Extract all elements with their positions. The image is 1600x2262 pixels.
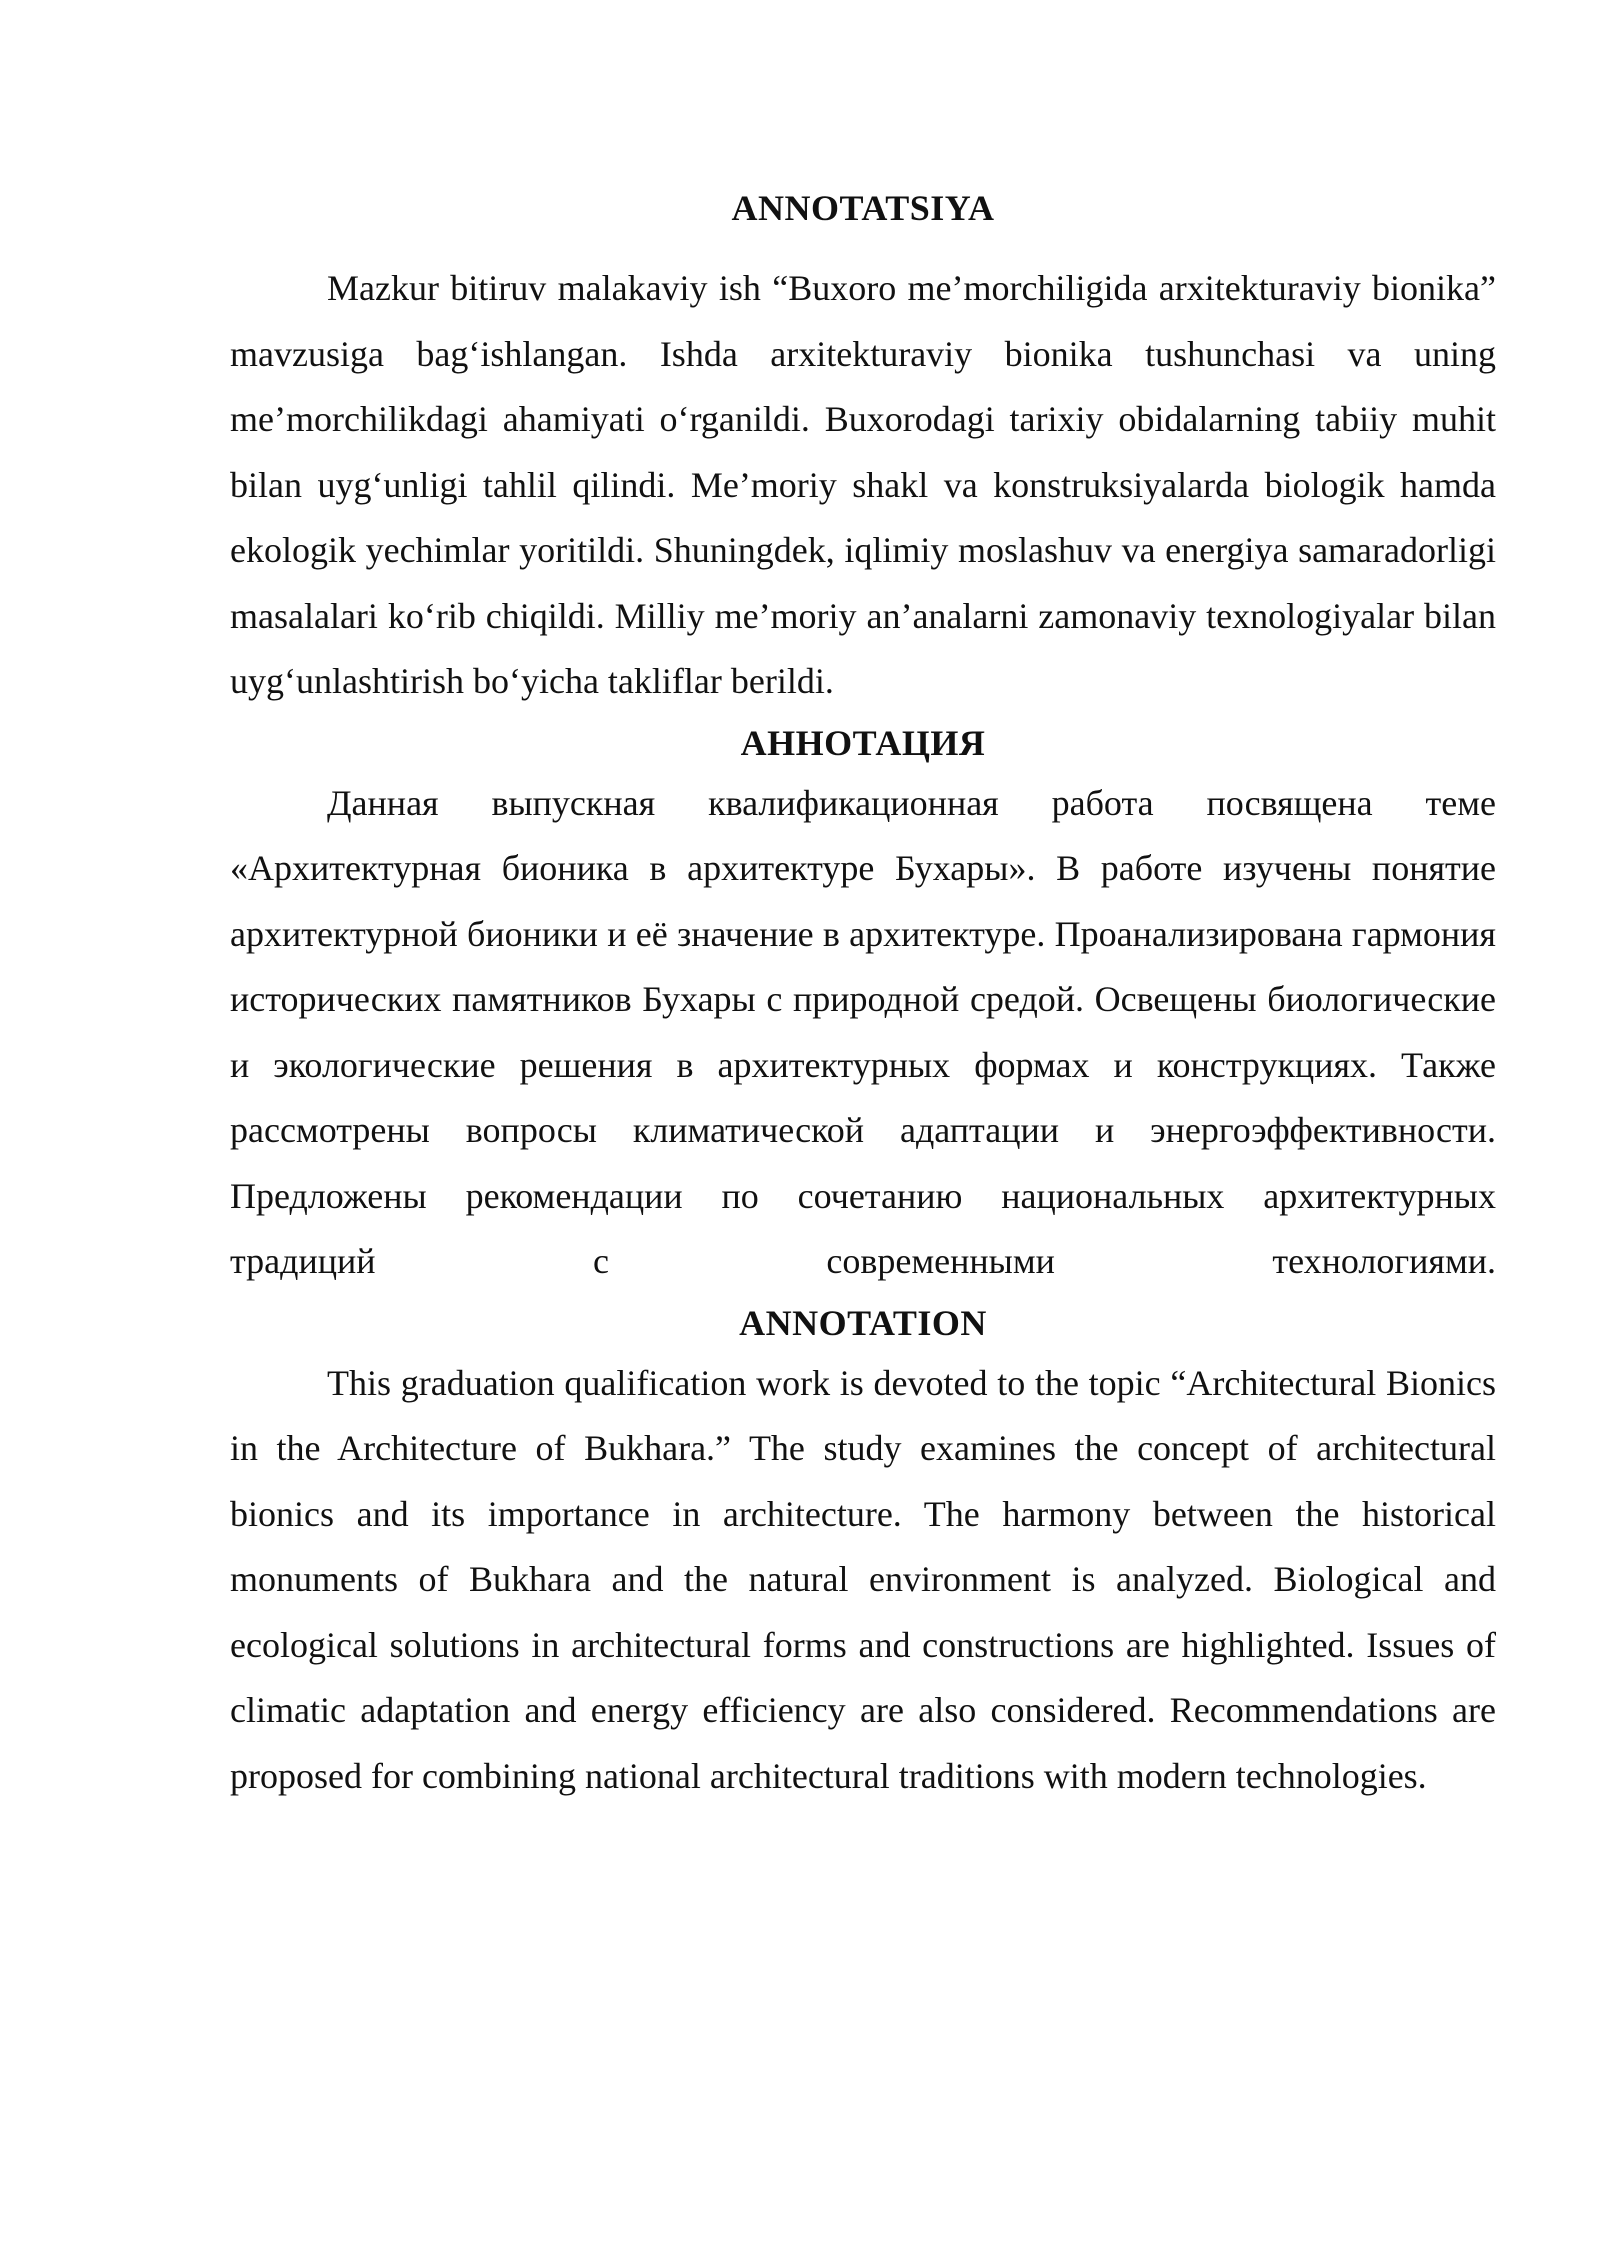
heading-annotation: ANNOTATION — [739, 1302, 987, 1343]
heading-annotatsiya: ANNOTATSIYA — [731, 188, 995, 228]
section-english-annotation — [230, 1295, 1496, 1810]
heading-annotatsiya-ru: АННОТАЦИЯ — [740, 722, 986, 763]
document-page — [230, 180, 1496, 1809]
section-uzbek-annotation — [230, 180, 1496, 715]
section-russian-annotation — [230, 715, 1496, 1295]
paragraph-russian: Данная выпускная квалификационная работа посвящена теме «Архитектурная бионика в архитектуре Бухары». В работе изучены понятие архитектурной бионики и её значение в архитектуре. Проанализирована гармония исторических памятников Бухары с природной средой. Освещены биологические и экологические решения в архитектурных формах и конструкциях. Также рассмотрены вопросы климатической адаптации и энергоэффективности. Предложены рекомендации по сочетанию национальных архитектурных традиций с современными технологиями. — [230, 782, 1496, 1281]
paragraph-uzbek: Mazkur bitiruv malakaviy ish “Buxoro me’morchiligida arxitekturaviy bionika” mavzusiga bag‘ishlangan. Ishda arxitekturaviy bionika tushunchasi va uning me’morchilikdagi ahamiyati o‘rganildi. Buxorodagi tarixiy obidalarning tabiiy muhit bilan uyg‘unligi tahlil qilindi. Me’moriy shakl va konstruksiyalarda biologik hamda ekologik yechimlar yoritildi. Shuningdek, iqlimiy moslashuv va energiya samaradorligi masalalari ko‘rib chiqildi. Milliy me’moriy an’analarni zamonaviy texnologiyalar bilan uyg‘unlashtirish bo‘yicha takliflar berildi. — [230, 268, 1496, 701]
paragraph-english: This graduation qualification work is devoted to the topic “Architectural Bionics in the Architecture of Bukhara.” The study examines the concept of architectural bionics and its importance in architecture. The harmony between the historical monuments of Bukhara and the natural environment is analyzed. Biological and ecological solutions in architectural forms and constructions are highlighted. Issues of climatic adaptation and energy efficiency are also considered. Recommendations are proposed for combining national architectural traditions with modern technologies. — [230, 1362, 1496, 1796]
